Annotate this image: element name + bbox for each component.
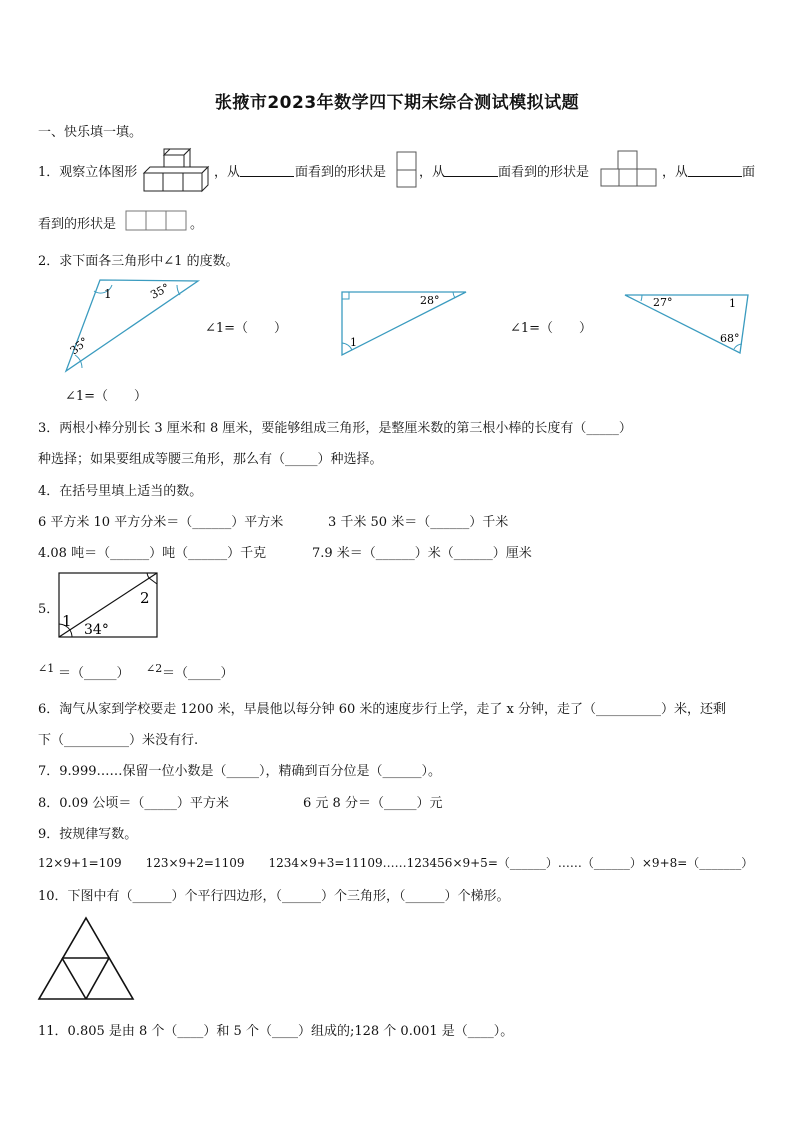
question-4-part-a: 6 平方米 10 平方分米＝（______）平方米: [38, 515, 284, 530]
question-4-part-b: 3 千米 50 米＝（______）千米: [328, 515, 509, 530]
page-title: 张掖市2023年数学四下期末综合测试模拟试题: [214, 93, 580, 113]
question-3-line-1: 3．两根小棒分别长 3 厘米和 8 厘米，要能够组成三角形，是整厘米数的第三根小棒的长度有（_____）: [38, 421, 632, 436]
question-4-part-c: 4.08 吨＝（______）吨（______）千克: [38, 546, 267, 561]
triangle-1-figure: [60, 275, 205, 375]
angle-1-symbol: ∠1: [38, 662, 55, 675]
question-3-line-2: 种选择；如果要组成等腰三角形，那么有（_____）种选择。: [38, 452, 383, 467]
question-9-sequence: 12×9+1=109 123×9+2=1109 1234×9+3=11109……123456×9+5=（______）……（______）×9+8=（_______）: [38, 856, 754, 870]
triangle-1-angle-bottom: 35°: [67, 334, 91, 358]
triangle-2-answer: ∠1=（ ）: [510, 321, 593, 336]
question-1-part-i: 。: [190, 217, 204, 232]
angle-1-label: 1: [62, 612, 72, 630]
angle-2-label: 2: [140, 589, 150, 607]
triangle-3-figure: [622, 289, 752, 357]
angle-2-symbol: ∠2: [146, 662, 163, 675]
question-1-part-c: 面看到的形状是: [295, 165, 387, 180]
triangle-1-angle-1: 1: [104, 287, 112, 301]
question-1-part-e: 面看到的形状是: [498, 165, 590, 180]
question-5-number: 5．: [38, 602, 60, 617]
question-1-part-f: ，从: [662, 165, 689, 180]
answer-blank[interactable]: [444, 163, 498, 177]
question-9-text: 9．按规律写数。: [38, 827, 138, 842]
angle-34-label: 34°: [84, 622, 109, 638]
question-11: 11．0.805 是由 8 个（____）和 5 个（____）组成的;128 个 0.001 是（____）。: [38, 1024, 514, 1039]
triangle-1-angle-top-right: 35°: [148, 281, 172, 302]
solid-figure-icon: [142, 147, 212, 194]
triangle-2-figure: [338, 287, 473, 359]
question-2-text: 2．求下面各三角形中∠1 的度数。: [38, 254, 239, 269]
answer-blank[interactable]: [240, 163, 294, 177]
question-8-part-b: 6 元 8 分＝（_____）元: [303, 796, 443, 811]
answer-blank[interactable]: [688, 163, 742, 177]
triangle-3-angle-1: 1: [729, 297, 736, 310]
question-6-line-1: 6．淘气从家到学校要走 1200 米，早晨他以每分钟 60 米的速度步行上学，走了 x 分钟，走了（__________）米，还剩: [38, 702, 727, 717]
triangle-2-angle-top: 28°: [420, 294, 440, 307]
question-1-part-a: 1．观察立体图形: [38, 165, 138, 180]
section-heading: 一、快乐填一填。: [38, 125, 143, 140]
triangle-3-angle-bottom: 68°: [720, 332, 740, 345]
angle-2-answer: ＝（_____）: [162, 666, 234, 681]
view-shape-2-icon: [600, 150, 658, 188]
question-8-part-a: 8．0.09 公顷＝（_____）平方米: [38, 796, 229, 811]
question-1-part-b: ，从: [214, 165, 241, 180]
question-10: 10．下图中有（______）个平行四边形，（______）个三角形，（______）个梯形。: [38, 889, 510, 904]
question-6-line-2: 下（__________）米没有行.: [38, 733, 199, 748]
question-1-part-d: ，从: [419, 165, 446, 180]
view-shape-3-icon: [124, 209, 188, 233]
angle-1-answer: ＝（_____）: [58, 666, 130, 681]
question-7: 7．9.999……保留一位小数是（_____），精确到百分位是（______）。: [38, 764, 441, 779]
question-1-part-g: 面: [742, 165, 756, 180]
triangle-3-angle-left: 27°: [653, 296, 673, 309]
question-4-text: 4．在括号里填上适当的数。: [38, 484, 203, 499]
triangle-grid-figure: [36, 914, 138, 1004]
question-4-part-d: 7.9 米＝（______）米（______）厘米: [312, 546, 532, 561]
question-1-part-h: 看到的形状是: [38, 217, 117, 232]
view-shape-1-icon: [396, 151, 418, 189]
triangle-2-angle-1: 1: [350, 336, 357, 349]
rectangle-diagonal-figure: [57, 571, 162, 641]
triangle-3-answer: ∠1=（ ）: [65, 389, 148, 404]
triangle-1-answer: ∠1=（ ）: [205, 321, 288, 336]
